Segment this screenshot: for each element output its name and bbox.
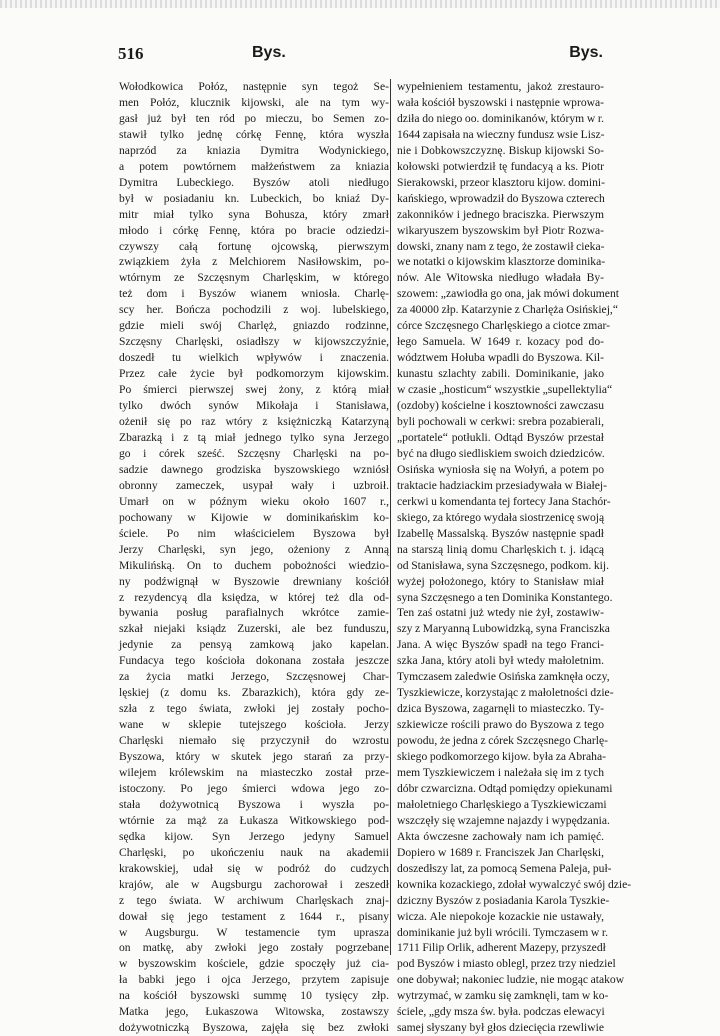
text-line: stała dożywotnicą Byszowa i wyszła po-	[119, 797, 389, 811]
text-line: szkiewicze rościli prawo do Byszowa z tego	[397, 718, 604, 732]
text-line: szy z Maryanną Lubowidzką, syna Franciszka	[397, 622, 610, 636]
text-line: ny podźwignął w Byszowie drewniany kościół	[119, 574, 389, 588]
text-line: bywania posług parafialnych wkrótce zamie-	[119, 606, 389, 620]
text-line: Osińska wyniosła się na Wołyń, a potem po	[397, 462, 604, 476]
text-line: dziła do niego oo. dominikanów, którym w r.	[397, 111, 604, 125]
text-line: syna Szczęsnego a ten Dominika Konstantego.	[397, 590, 613, 604]
text-line: w Augsburgu. W testamencie tym uprasza	[119, 925, 389, 939]
headword-left: Bys.	[252, 44, 286, 61]
text-line: za 40000 złp. Katarzynie z Charlęża Osińskiej,“	[397, 303, 618, 317]
text-line: doszedłszy lat, za pomocą Semena Paleja, puł-	[397, 861, 612, 875]
text-line: scy her. Bończa pochodzili z woj. lubelskiego,	[119, 303, 389, 317]
right-column	[397, 79, 632, 1035]
text-line: Akta ówczesne zachowały nam ich pamięć.	[397, 829, 604, 843]
text-line: od Stanisława, syna Szczęsnego, podkom. kij.	[397, 558, 609, 572]
text-line: pochowany w Kijowie w dominikańskim ko-	[119, 510, 389, 524]
text-line: wane w sklepie tutejszego kościoła. Jerzy	[119, 718, 389, 732]
text-line: ściele. Po nim właścicielem Byszowa był	[119, 526, 389, 540]
text-line: z rezydencyą dla księdza, w której też dla od-	[119, 590, 389, 604]
text-line: w byszowskim kościele, gdzie spoczęły już cia-	[119, 957, 389, 971]
text-line: szła z tego świata, zwłoki jej zostały pocho-	[119, 702, 389, 716]
text-line: gasł już był ten ród po mieczu, bo Semen zo-	[119, 111, 389, 125]
text-line: wilejem królewskim na miasteczko został prze-	[119, 765, 389, 779]
text-line: men Połóz, klucznik kijowski, ale na tym wy-	[119, 95, 389, 109]
text-line: ożenił się po raz wtóry z księżniczką Katarzyną	[119, 415, 389, 429]
text-line: skiego podkomorzego kijow. była za Abraha-	[397, 750, 606, 764]
text-line: wszczęły się wzajemne najazdy i wypędzania.	[397, 813, 610, 827]
text-line: Szczęsny Charlęski, osiadłszy w kijowszczyźnie,	[119, 335, 389, 349]
text-line: 1711 Filip Orlik, adherent Mazepy, przyszedł	[397, 941, 606, 955]
text-line: cerkwi u komendanta tej fortecy Jana Stachór-	[397, 494, 611, 508]
text-line: córce Szczęsnego Charlęskiego a ciotce zmar-	[397, 319, 610, 333]
text-line: Po śmierci pierwszej swej żony, z którą miał	[119, 383, 389, 397]
text-line: Izabellę Massalską. Byszów następnie spadł	[397, 526, 604, 540]
text-line: we notatki o kijowskim klasztorze dominika-	[397, 255, 606, 269]
text-line: gdzie mieli swój Charlęż, gniazdo rodzinne,	[119, 319, 389, 333]
text-line: krakowskiej, udał się w podróż do cudzych	[119, 861, 389, 875]
text-line: kownika kozackiego, zdołał wywalczyć swój dzie-	[397, 877, 632, 891]
text-line: dóbr czwarcizna. Odtąd pomiędzy opiekunami	[397, 781, 613, 795]
text-line: sadzie dawnego grodziska byszowskiego wzniósł	[119, 462, 389, 476]
text-line: dzica Byszowa, zagarnęli to miasteczko. Ty-	[397, 702, 604, 716]
text-line: za życia matki Jerzego, Szczęsnowej Char-	[119, 670, 389, 684]
text-line: powodu, że jedna z córek Szczęsnego Charlę-	[397, 734, 608, 748]
scan-edge	[0, 0, 720, 8]
text-line: Dopiero w 1689 r. Franciszek Jan Charlęski,	[397, 845, 604, 859]
text-line: Zbarazką i z tą miał jednego tylko syna Jerzego	[119, 430, 389, 444]
text-line: sędka kijow. Syn Jerzego jedyny Samuel	[119, 829, 389, 843]
text-line: szka Jana, który atoli był wtedy małoletnim.	[397, 654, 604, 668]
text-line: dował się jego testament z 1644 r., pisany	[119, 909, 389, 923]
page-number: 516	[118, 44, 144, 63]
text-line: krajów, ale w Augsburgu zachorował i zeszedł	[119, 877, 389, 891]
text-line: wtórnie za mąż za Łukasza Witkowskiego pod-	[119, 813, 389, 827]
text-line: Fundacya tego kościoła dokonana została jeszcze	[119, 654, 389, 668]
text-line: nów. Ale Witowska niedługo władała By-	[397, 271, 604, 285]
text-line: Jana. A więc Byszów spadł na tego Franci-	[397, 638, 604, 652]
text-line: kunastu szlachty zabili. Dominikanie, jako	[397, 367, 604, 381]
text-line: Charlęski, po ukończeniu nauk na akademii	[119, 845, 389, 859]
text-line: 1644 zapisała na wieczny fundusz wsie Lisz-	[397, 127, 605, 141]
text-line: wództwem Hołuba wpadli do Byszowa. Kil-	[397, 351, 604, 365]
text-line: traktacie hadziackim przesiadywała w Białej-	[397, 478, 607, 492]
text-line: wypełnieniem testamentu, jakoż zrestauro-	[397, 80, 604, 93]
text-line: był w posiadaniu kn. Lubeckich, bo kniaź Dy-	[119, 191, 389, 205]
text-line: stawił tylko jednę córkę Fennę, która wyszła	[119, 127, 389, 141]
text-line: Matka jego, Łukaszowa Witowska, zostawszy	[119, 1005, 389, 1019]
text-line: czywszy całą fortunę ojcowską, pierwszym	[119, 239, 389, 253]
text-line: nie i Dobkowszczyznę. Biskup kijowski So-	[397, 143, 604, 157]
text-line: też dom i Byszów wianem wniosła. Charlę-	[119, 287, 389, 301]
text-line: na kościół byszowski summę 10 tysięcy złp.	[119, 989, 389, 1003]
text-line: Byszowa, który w skutek jego starań za przy-	[119, 750, 389, 764]
text-line: zakonników i jednego braciszka. Pierwszym	[397, 207, 604, 221]
text-line: na starszą linią domu Charlęskich t. j. idącą	[397, 542, 604, 556]
text-line: kołowski potwierdził tę fundacyą a ks. Piotr	[397, 159, 604, 173]
text-line: łego Samuela. W 1649 r. kozacy pod do-	[397, 335, 604, 349]
text-line: Tyszkiewicze, korzystając z małoletności dzie-	[397, 686, 614, 700]
text-line: wyżej położonego, który to Stanisław miał	[397, 574, 604, 588]
text-line: wtórnym ze Szczęsnym Charlęskim, w którego	[119, 271, 389, 285]
text-line: samej słyszany był głos dziecięcia rzewliwie	[397, 1021, 604, 1035]
text-line: pod Byszów i miasto oblegl, przez trzy niedziel	[397, 957, 616, 971]
text-line: Dymitra Lubeckiego. Byszów atoli niedługo	[119, 175, 389, 189]
text-line: Jerzy Charlęski, syn jego, ożeniony z Anną	[119, 542, 389, 556]
left-column	[119, 79, 389, 1035]
text-line: Mikulińską. On to duchem pobożności wiedzio-	[119, 558, 389, 572]
text-line: kańskiego, wprowadził do Byszowa czterech	[397, 191, 605, 205]
text-line: go i córek sześć. Szczęsny Charlęski na po-	[119, 446, 389, 460]
text-line: Charlęski niemało się przyczynił do wzrostu	[119, 734, 389, 748]
text-line: obronny zameczek, usypał wały i uzbroił.	[119, 478, 389, 492]
text-line: doszedł tu wielkich wpływów i znaczenia.	[119, 351, 389, 365]
page-header	[118, 44, 603, 66]
text-line: ściele, „gdy msza św. była. podczas elewacyi	[397, 1005, 605, 1019]
text-line: a potem powtórnem małżeństwem za kniazia	[119, 159, 389, 173]
text-line: Przez całe życie był podkomorzym kijowskim.	[119, 367, 389, 381]
text-line: jedynie za pensyą zamkową jako kapelan.	[119, 638, 389, 652]
text-line: dziczny Byszów z posiadania Karola Tyszkie-	[397, 893, 610, 907]
text-line: byli pochowali w cerkwi: srebra pozabierali,	[397, 415, 604, 429]
text-line: Tymczasem zaledwie Osińska zamknęła oczy,	[397, 670, 610, 684]
text-line: dożywotniczką Byszowa, zajęła się bez zwłoki	[119, 1021, 389, 1035]
text-line: Ten zaś ostatni już wtedy nie żył, zostawiw-	[397, 606, 604, 620]
text-line: mem Tyszkiewiczem i należała się im z tych	[397, 765, 604, 779]
text-line: z tego świata. W archiwum Charlęskach znaj-	[119, 893, 389, 907]
headword-right: Bys.	[569, 44, 603, 61]
text-line: mitr miał tylko syna Bohusza, który zmarł	[119, 207, 389, 221]
text-line: małoletniego Charlęskiego a Tyszkiewiczami	[397, 797, 607, 811]
text-line: młodo i córkę Fennę, która po bracie odziedzi-	[119, 223, 389, 237]
text-line: ła babki jego i ojca Jerzego, przytem zapisuje	[119, 973, 389, 987]
text-line: one dobywał; nakoniec ludzie, nie mogąc atakow	[397, 973, 625, 987]
text-line: wicza. Ale niepokoje kozackie nie ustawały,	[397, 909, 604, 923]
text-line: wała kościół byszowski i następnie wprowa-	[397, 95, 604, 109]
text-line: Wołodkowica Połóz, następnie syn tegoż Se-	[119, 80, 389, 93]
text-line: skiego, za którego wydała siostrzenicę swoją	[397, 510, 605, 524]
text-line: związkiem żyła z Melchiorem Nasiłowskim, po-	[119, 255, 389, 269]
text-line: Sierakowski, przeor klasztoru kijow. domini-	[397, 175, 605, 189]
text-line: on matkę, aby zwłoki jego zostały pogrzebane	[119, 941, 389, 955]
text-line: tylko dwóch synów Mikołaja i Stanisława,	[119, 399, 389, 413]
text-line: istoczony. Po jego śmierci wdowa jego zo-	[119, 781, 389, 795]
text-line: wytrzymać, w zamku się zamknęli, tam w ko-	[397, 989, 609, 1003]
column-divider	[390, 79, 391, 955]
text-line: lęskiej (z domu ks. Zbarazkich), która gdy ze-	[119, 686, 389, 700]
text-line: szowem: „zawiodła go ona, jak mówi dokument	[397, 287, 619, 301]
text-line: naprzód za kniazia Dymitra Wodynickiego,	[119, 143, 389, 157]
text-line: szkał niejaki ksiądz Zuzerski, ale bez funduszu,	[119, 622, 389, 636]
text-line: „portatele“ potłukli. Odtąd Byszów przestał	[397, 430, 604, 444]
text-line: w czasie „hosticum“ wszystkie „supellektylia“	[397, 383, 613, 397]
text-line: być na długo siedliskiem swoich dziedziców.	[397, 446, 605, 460]
text-line: wikaryuszem byszowskim był Piotr Rozwa-	[397, 223, 604, 237]
text-line: dominikanie już byli wrócili. Tymczasem w r.	[397, 925, 608, 939]
text-line: Umarł on w późnym wieku około 1607 r.,	[119, 494, 389, 508]
text-line: dowski, znany nam z tego, że zostawił cieka-	[397, 239, 605, 253]
text-line: (ozdoby) kościelne i kosztowności zawczasu	[397, 399, 604, 413]
